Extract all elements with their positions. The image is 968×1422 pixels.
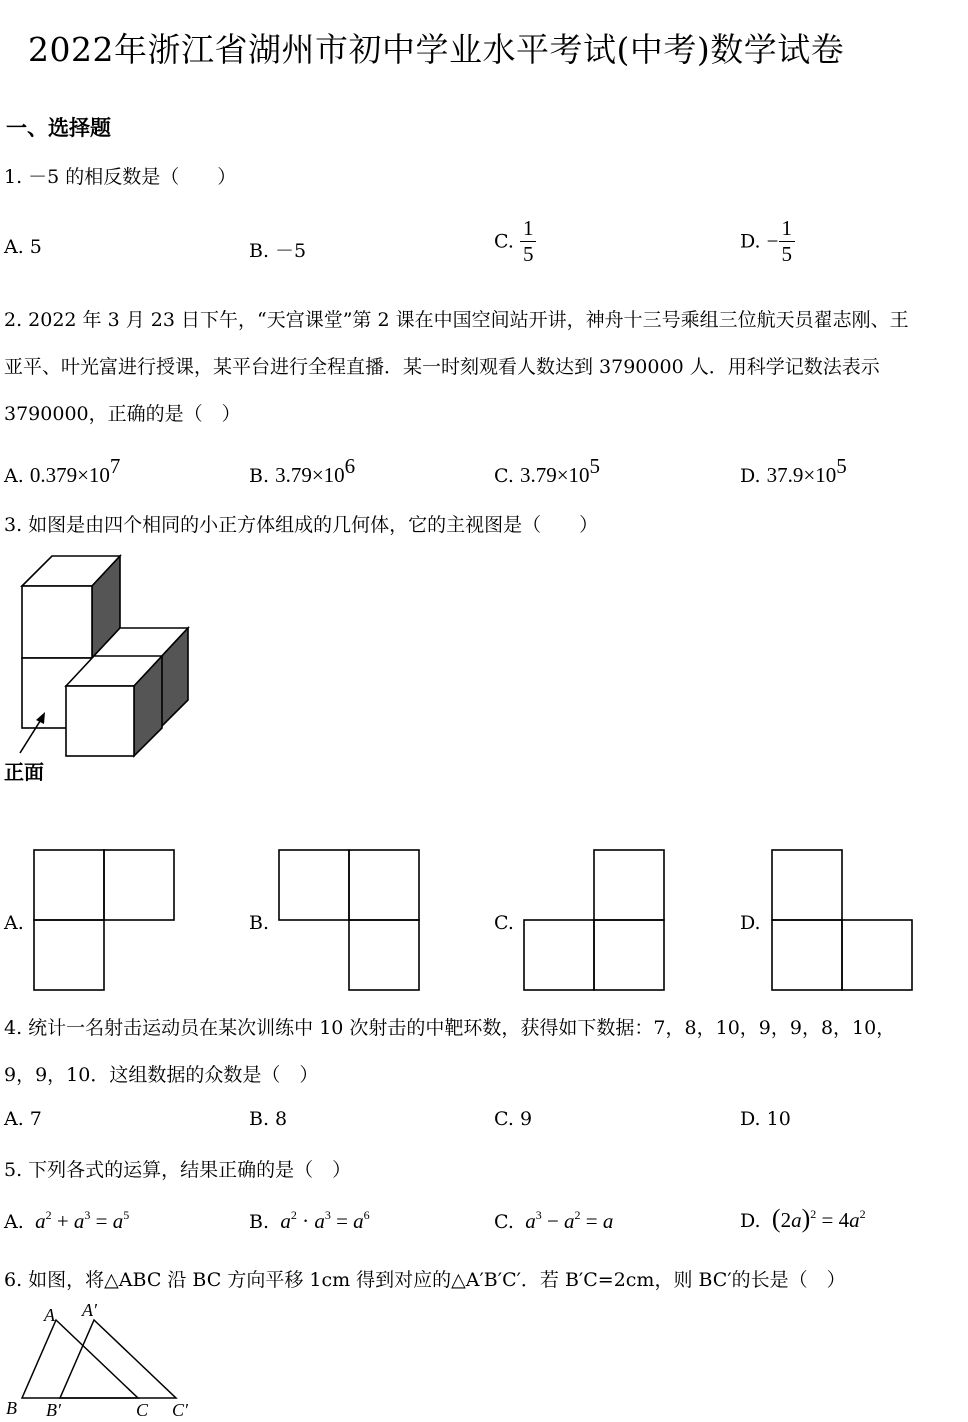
q3-option-a-label: A. [4,912,24,934]
q1-option-d-label: D. [740,230,761,253]
q2-c-label: C. [494,465,514,487]
question-1-stem: 1. －5 的相反数是（ ） [4,166,237,188]
q1-option-c [494,216,536,267]
q3-front-view-label: 正面 [4,760,44,784]
q2-option-a [4,454,120,488]
q3-option-d-figure [770,848,918,994]
q1-d-denominator: 5 [781,242,792,267]
q3-option-c-figure [522,848,670,994]
question-2-line-1: 2. 2022 年 3 月 23 日下午，“天宫课堂”第 2 课在中国空间站开讲，神舟十三号乘组三位航天员翟志刚、王 [4,309,909,331]
q6-label-b: B [6,1398,17,1418]
q1-d-numerator: 1 [779,216,796,242]
q2-b-exponent: 6 [344,454,356,478]
q2-d-exponent: 5 [836,454,847,478]
q1-option-b: B. －5 [249,240,307,262]
q6-label-a-prime: A′ [82,1300,97,1320]
question-4-line-2: 9，9，10．这组数据的众数是（ ） [4,1064,319,1086]
q5-option-c [494,1208,613,1234]
q6-label-c: C [136,1400,149,1420]
q5-a-label: A. [4,1211,24,1233]
q6-label-b-prime: B′ [46,1400,61,1420]
q5-c-expression: $a^3 - a^2 = a$ [525,1208,614,1233]
q1-option-c-fraction [520,216,537,267]
q2-d-base: 37.9×10 [766,463,837,487]
q6-label-c-prime: C′ [172,1400,188,1420]
q5-b-expression: $a^2 \cdot a^3 = a^6$ [280,1208,370,1233]
q4-option-c: C. 9 [494,1108,533,1130]
q5-d-expression: $(2a)^2 = 4a^2$ [771,1204,866,1233]
q3-cube-figure [0,548,200,788]
q1-option-a: A. 5 [4,236,42,258]
question-4-line-1: 4. 统计一名射击运动员在某次训练中 10 次射击的中靶环数，获得如下数据：7，8，10，9，9，8，10， [4,1017,896,1039]
triangle-a2b2c2 [60,1320,176,1398]
q2-c-exponent: 5 [589,454,601,478]
q2-c-base: 3.79×10 [519,463,590,487]
q1-d-sign: − [766,229,779,254]
q1-c-denominator: 5 [522,242,534,267]
q3-option-b-label: B. [249,912,270,934]
question-2-line-2: 亚平、叶光富进行授课，某平台进行全程直播．某一时刻观看人数达到 3790000 人．用科学记数法表示 [4,356,880,378]
q5-d-label: D. [740,1210,761,1232]
q3-option-a-figure [32,848,180,994]
question-6-stem: 6. 如图，将△ABC 沿 BC 方向平移 1cm 得到对应的△A′B′C′．若 B′C=2cm，则 BC′的长是（ ） [4,1269,846,1291]
q1-option-c-label: C. [494,230,514,253]
q4-option-a: A. 7 [4,1108,42,1130]
question-3-stem: 3. 如图是由四个相同的小正方体组成的几何体，它的主视图是（ ） [4,514,599,536]
page-title: 2022年浙江省湖州市初中学业水平考试(中考)数学试卷 [28,30,845,69]
q2-b-base: 3.79×10 [275,463,345,487]
q3-option-b-figure [277,848,425,994]
q3-option-c-label: C. [494,912,514,934]
q5-c-label: C. [494,1211,514,1233]
q6-label-a: A [44,1305,55,1325]
section-heading: 一、选择题 [6,115,111,140]
q2-option-c [494,454,600,488]
q5-a-expression: $a^2 + a^3 = a^5$ [35,1208,130,1233]
q5-b-label: B. [249,1211,270,1233]
q1-c-numerator: 1 [520,216,537,242]
q5-option-a [4,1208,129,1234]
q2-d-label: D. [740,465,761,487]
triangle-abc [22,1320,138,1398]
q2-option-b [249,454,355,488]
q2-a-label: A. [4,465,24,487]
q2-option-d [740,454,847,488]
q2-b-label: B. [249,465,270,487]
question-2-line-3: 3790000，正确的是（ ） [4,403,241,425]
q4-option-d: D. 10 [740,1108,791,1130]
q2-a-base: 0.379×10 [29,463,110,487]
question-5-stem: 5. 下列各式的运算，结果正确的是（ ） [4,1159,352,1181]
q5-option-d [740,1204,866,1234]
q1-option-d-fraction [779,216,796,267]
q3-option-d-label: D. [740,912,761,934]
q4-option-b: B. 8 [249,1108,288,1130]
q2-a-exponent: 7 [109,454,121,478]
q5-option-b [249,1208,370,1234]
q1-option-d [740,216,795,267]
